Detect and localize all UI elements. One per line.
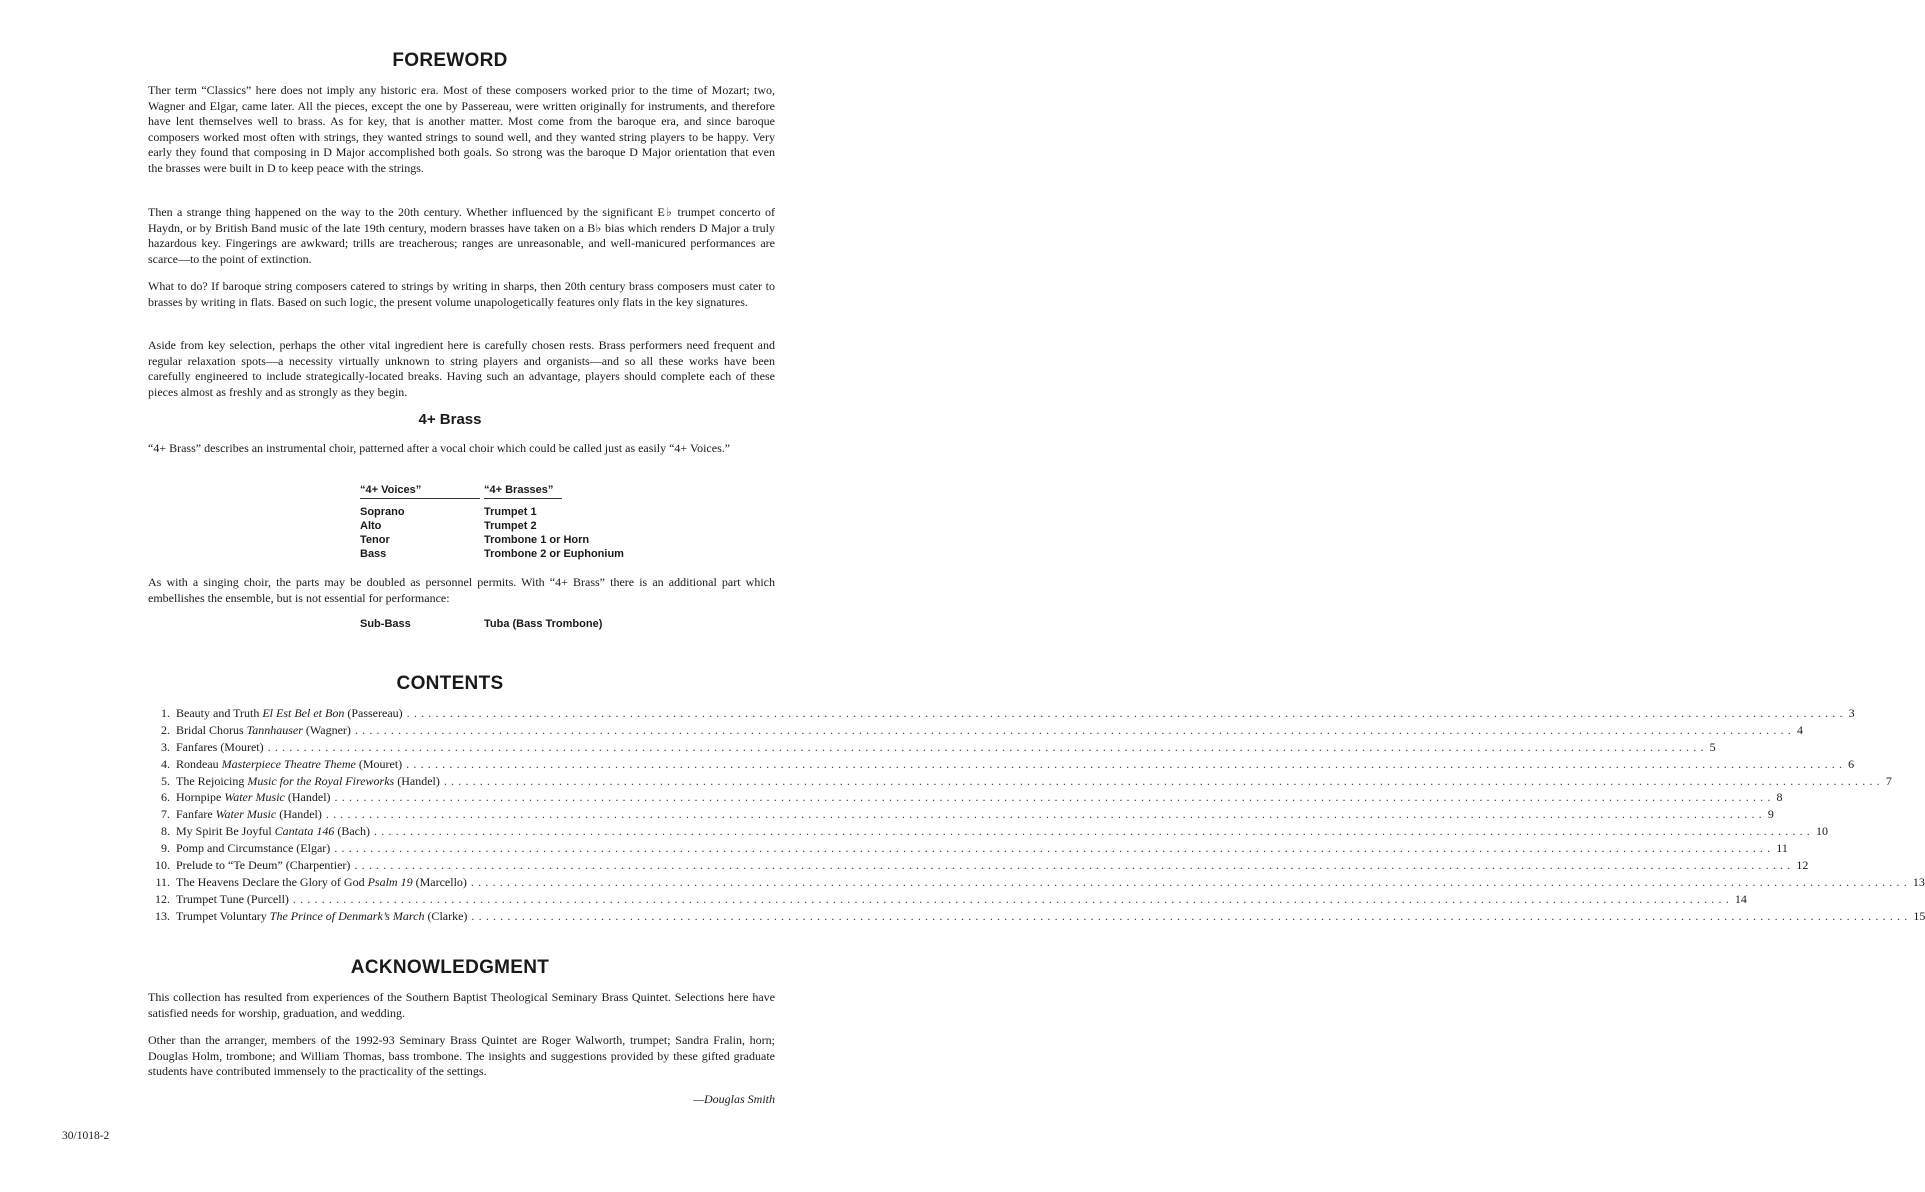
contents-item	[148, 739, 1716, 756]
contents-item	[148, 857, 1809, 874]
contents-item-title	[170, 908, 467, 925]
contents-item-leader-dots: ........................................................................................................................................................................................................	[267, 739, 1708, 754]
contents-item-title-text: The Heavens Declare the Glory of God	[176, 874, 368, 889]
page-footer-code: 30/1018-2	[62, 1130, 110, 1142]
contents-item	[148, 756, 1855, 773]
contents-item-title-text: Trumpet Voluntary	[176, 908, 270, 923]
contents-item-leader-dots: ........................................................................................................................................................................................................	[325, 807, 1766, 822]
contents-list	[148, 705, 1925, 925]
brass-part: Trumpet 1	[484, 506, 537, 518]
contents-item-leader-dots: ........................................................................................................................................................................................................	[406, 706, 1847, 720]
voices-row	[360, 534, 660, 548]
contents-item-work-title: Tannhauser	[246, 722, 303, 737]
contents-item-title	[170, 773, 440, 790]
foreword-heading: FOREWORD	[392, 50, 508, 71]
voices-column-header: “4+ Voices”	[360, 484, 480, 499]
contents-item	[148, 908, 1925, 925]
contents-item-leader-dots: ........................................................................................................................................................................................................	[470, 874, 1911, 889]
contents-item-title-text: My Spirit Be Joyful	[176, 824, 275, 839]
contents-item-number: 5.	[161, 773, 170, 788]
contents-item-leader-dots: ........................................................................................................................................................................................................	[443, 773, 1884, 788]
contents-item-leader-dots: ........................................................................................................................................................................................................	[334, 790, 1775, 805]
contents-item-leader-dots: ........................................................................................................................................................................................................	[334, 841, 1775, 856]
contents-item-number: 13.	[155, 908, 170, 923]
contents-item-page: 14	[1734, 891, 1747, 906]
brass-heading: 4+ Brass	[418, 411, 482, 428]
acknowledgment-heading: ACKNOWLEDGMENT	[350, 957, 550, 978]
contents-item-composer: (Clarke)	[424, 908, 468, 923]
contents-item-page: 12	[1796, 858, 1809, 873]
contents-item-page: 4	[1796, 722, 1803, 737]
contents-item-title	[170, 857, 350, 874]
contents-item-composer: (Wagner)	[302, 722, 351, 737]
contents-item-leader-dots: ........................................................................................................................................................................................................	[354, 858, 1795, 873]
contents-item-page: 8	[1776, 790, 1783, 805]
contents-item	[148, 840, 1788, 857]
contents-item-work-title: Psalm 19	[367, 874, 413, 889]
contents-item	[148, 722, 1803, 739]
contents-item-page: 9	[1767, 807, 1774, 822]
foreword-paragraph-1: Ther term “Classics” here does not imply any historic era. Most of these composers worked prior to the time of Mozart; two, Wagner and Elgar, came later. All the pieces, except the one by Passereau, were written originally for instruments, and therefore have lent themselves well to brass. As for key, that is another matter. Most come from the baroque era, and since baroque composers worked most often with strings, they wanted strings to sound well, and they wanted string players to be happy. Very early they found that composing in D Major accomplished both goals. So strong was the baroque D Major orientation that even the brasses were built in D to keep peace with the strings.	[148, 83, 775, 175]
brasses-column-header: “4+ Brasses”	[484, 484, 562, 499]
contents-item-composer: (Passereau)	[344, 706, 403, 720]
contents-item-title	[170, 806, 322, 823]
contents-item-title	[170, 722, 351, 739]
contents-item-composer: (Marcello)	[412, 874, 467, 889]
contents-item-work-title: Music for the Royal Fireworks	[247, 773, 395, 788]
contents-item-title-text: Bridal Chorus	[176, 722, 247, 737]
contents-item-leader-dots: ........................................................................................................................................................................................................	[374, 824, 1814, 839]
contents-item	[148, 806, 1774, 823]
acknowledgment-paragraph-2: Other than the arranger, members of the 1992-93 Seminary Brass Quintet are Roger Walworth, trumpet; Sandra Fralin, horn; Douglas Holm, trombone; and William Thomas, bass trombone. The insights and suggestions provided by these gifted graduate students have contributed immensely to the practicality of the settings.	[148, 1033, 775, 1078]
contents-item	[148, 773, 1892, 790]
foreword-paragraph-2: Then a strange thing happened on the way to the 20th century. Whether influenced by the significant E♭ trumpet concerto of Haydn, or by British Band music of the late 19th century, modern brasses have taken on a B♭ bias which renders D Major a truly hazardous key. Fingerings are awkward; trills are treacherous; ranges are unreasonable, and well-manicured performances are scarce—to the point of extinction.	[148, 205, 775, 266]
contents-item-page: 10	[1816, 824, 1828, 839]
contents-item-title-text: Pomp and Circumstance (Elgar)	[176, 841, 331, 856]
contents-item-number: 6.	[161, 790, 170, 805]
contents-item-number: 12.	[155, 891, 170, 906]
contents-item-work-title: Water Music	[215, 807, 277, 822]
contents-item-title-text: Hornpipe	[176, 790, 225, 805]
contents-item-page: 3	[1848, 706, 1855, 720]
brass-part: Trumpet 2	[484, 520, 537, 532]
contents-item	[148, 705, 1855, 722]
subbass-brass: Tuba (Bass Trombone)	[484, 618, 603, 630]
contents-item-title	[170, 823, 370, 840]
voice-part: Soprano	[360, 506, 405, 518]
contents-item-title	[170, 739, 264, 756]
contents-item-title-text: Trumpet Tune (Purcell)	[176, 891, 289, 906]
voice-part: Bass	[360, 548, 387, 560]
contents-item	[148, 789, 1783, 806]
brass-after: As with a singing choir, the parts may be doubled as personnel permits. With “4+ Brass” there is an additional part which embellishes the ensemble, but is not essential for performance:	[148, 575, 775, 605]
foreword-paragraph-4: Aside from key selection, perhaps the other vital ingredient here is carefully chosen rests. Brass performers need frequent and regular relaxation spots—a necessity virtually unknown to string players and organists—and so all these works have been carefully engineered to include strategically-located breaks. Having such an advantage, players should complete each of these pieces almost as freshly and as strongly as they begin.	[148, 338, 775, 399]
contents-item-work-title: Water Music	[224, 790, 285, 805]
contents-item-page: 7	[1885, 773, 1892, 788]
contents-item-title-text: Fanfare	[176, 807, 216, 822]
contents-item-composer: (Mouret)	[355, 756, 403, 771]
contents-item-title-text: The Rejoicing	[176, 773, 248, 788]
contents-item-title	[170, 874, 467, 891]
contents-item-title-text: Fanfares (Mouret)	[176, 739, 264, 754]
contents-item-composer: (Bach)	[334, 824, 370, 839]
voice-part: Tenor	[360, 534, 390, 546]
contents-item-page: 5	[1709, 739, 1716, 754]
voice-part: Alto	[360, 520, 382, 532]
brass-intro: “4+ Brass” describes an instrumental choir, patterned after a vocal choir which could be called just as easily “4+ Voices.”	[148, 441, 731, 455]
contents-item-page: 13	[1912, 874, 1925, 889]
acknowledgment-paragraph-1: This collection has resulted from experiences of the Southern Baptist Theological Seminary Brass Quintet. Selections here have satisfied needs for worship, graduation, and wedding.	[148, 990, 775, 1020]
contents-item-page: 11	[1776, 841, 1788, 856]
contents-item-number: 10.	[155, 858, 170, 873]
voices-row	[360, 506, 660, 520]
voices-row	[360, 520, 660, 534]
contents-item-number: 7.	[161, 807, 170, 822]
contents-item-number: 3.	[161, 739, 170, 754]
contents-item-number: 4.	[161, 756, 170, 771]
contents-item-title-text: Rondeau	[176, 756, 222, 771]
contents-item-number: 1.	[161, 706, 170, 720]
contents-item-title	[170, 789, 331, 806]
contents-item-composer: (Handel)	[276, 807, 322, 822]
contents-item	[148, 823, 1828, 840]
contents-item-composer: (Handel)	[394, 773, 440, 788]
contents-item-leader-dots: ........................................................................................................................................................................................................	[354, 722, 1795, 737]
contents-item	[148, 891, 1747, 908]
brass-part: Trombone 1 or Horn	[484, 534, 590, 546]
contents-item-work-title: Cantata 146	[274, 824, 335, 839]
contents-item-work-title: El Est Bel et Bon	[262, 706, 345, 720]
contents-item-number: 2.	[161, 722, 170, 737]
signature: —Douglas Smith	[693, 1092, 775, 1106]
contents-item-work-title: The Prince of Denmark’s March	[269, 908, 425, 923]
contents-item	[148, 874, 1925, 891]
contents-item-page: 15	[1913, 908, 1925, 923]
foreword-paragraph-3: What to do? If baroque string composers catered to strings by writing in sharps, then 20th century brass composers must cater to brasses by writing in flats. Based on such logic, the present volume unapologetically features only flats in the key signatures.	[148, 279, 775, 309]
contents-item-page: 6	[1848, 756, 1855, 771]
contents-item-title	[170, 840, 330, 857]
contents-item-number: 9.	[161, 841, 170, 856]
contents-item-leader-dots: ........................................................................................................................................................................................................	[406, 756, 1847, 771]
brass-part: Trombone 2 or Euphonium	[484, 548, 624, 560]
voices-row	[360, 548, 660, 562]
contents-item-composer: (Handel)	[284, 790, 331, 805]
subbass-voice: Sub-Bass	[360, 618, 411, 630]
contents-item-number: 11.	[155, 874, 170, 889]
contents-item-leader-dots: ........................................................................................................................................................................................................	[471, 908, 1912, 923]
contents-item-work-title: Masterpiece Theatre Theme	[221, 756, 356, 771]
contents-item-title	[170, 891, 289, 908]
contents-item-title-text: Beauty and Truth	[176, 706, 263, 720]
contents-heading: CONTENTS	[396, 673, 504, 694]
contents-item-title	[170, 756, 402, 773]
contents-item-number: 8.	[161, 824, 170, 839]
contents-item-title-text: Prelude to “Te Deum” (Charpentier)	[176, 858, 351, 873]
contents-item-leader-dots: ........................................................................................................................................................................................................	[292, 891, 1733, 906]
contents-item-title	[170, 705, 403, 722]
